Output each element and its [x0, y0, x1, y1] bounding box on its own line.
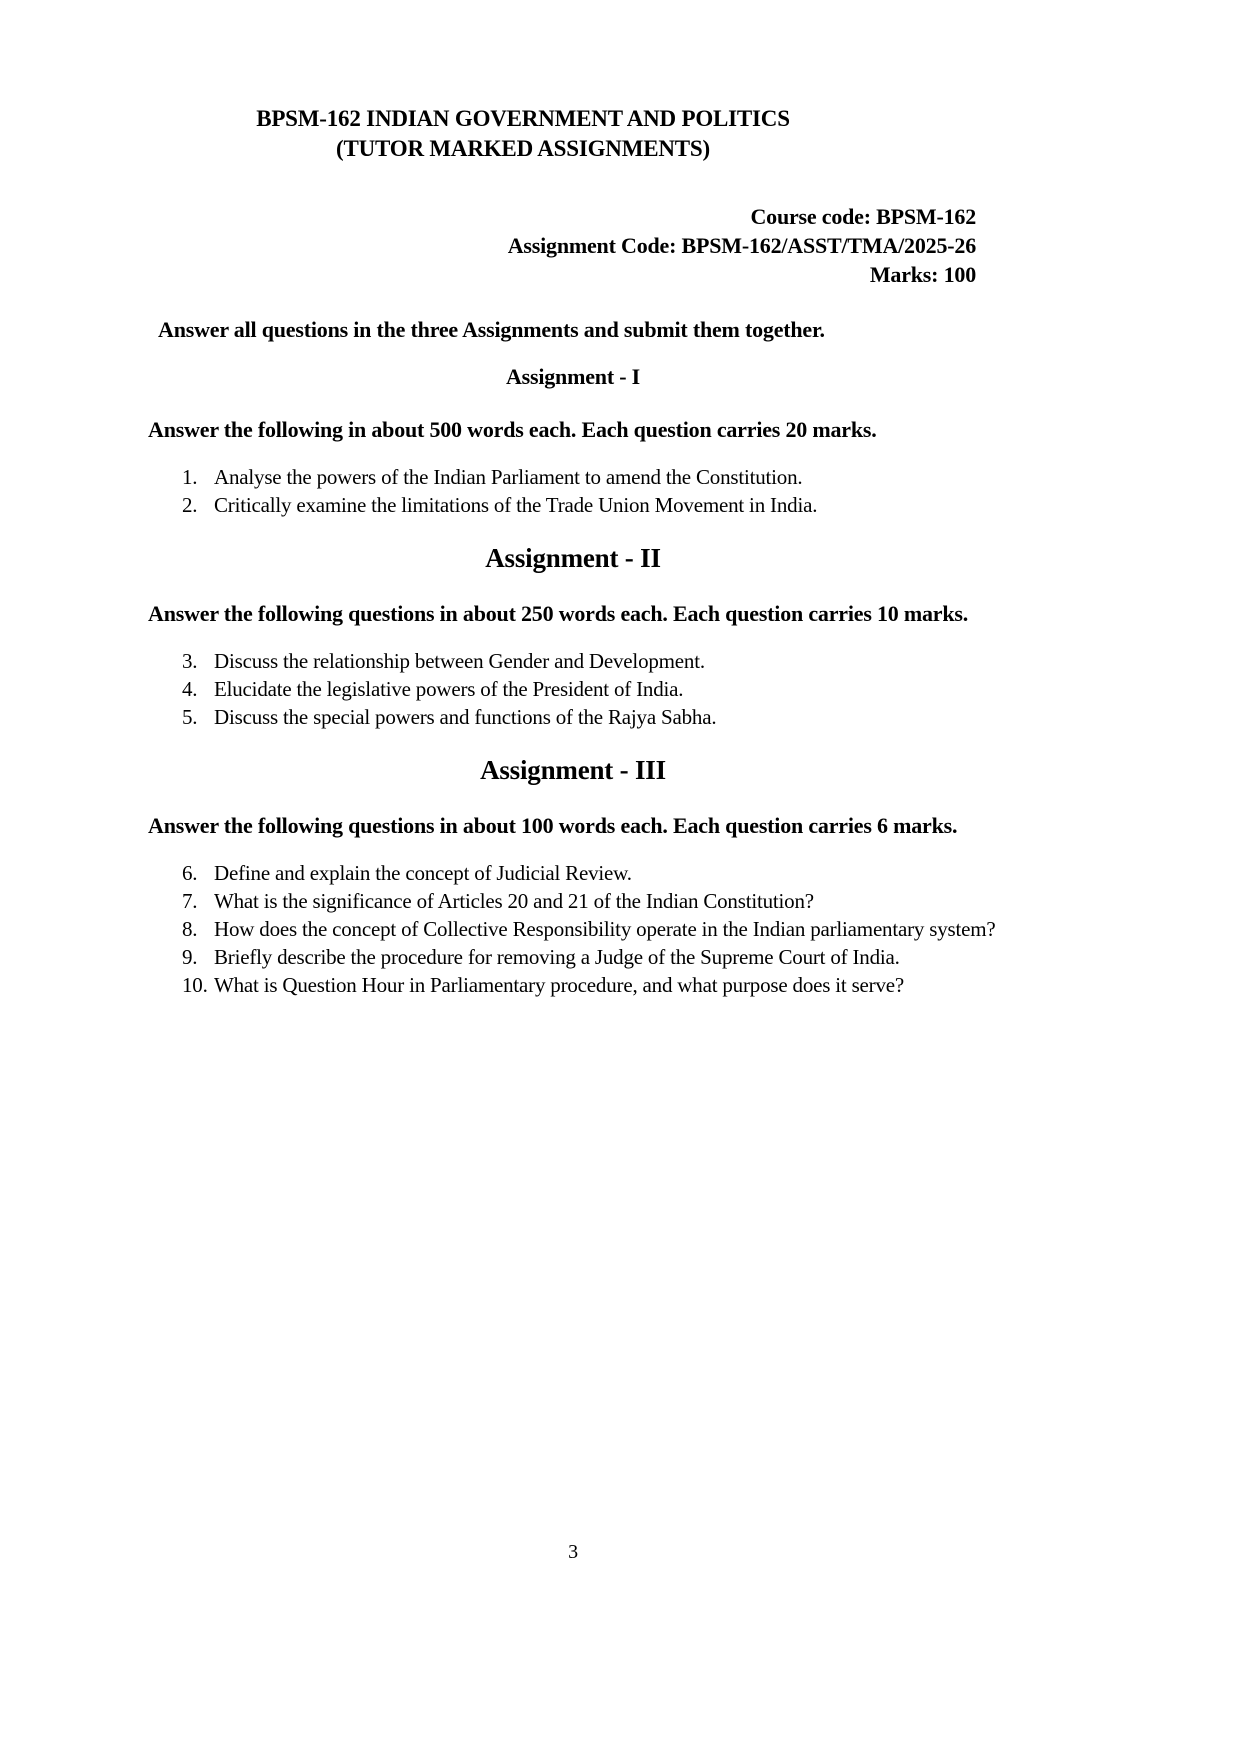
assignment-3-instruction: Answer the following questions in about 100 words each. Each question carries 6 marks.	[148, 813, 958, 838]
page-number: 3	[568, 1541, 578, 1563]
question-text: What is the significance of Articles 20 and 21 of the Indian Constitution?	[214, 889, 814, 913]
course-code-block	[148, 202, 998, 289]
question-text: How does the concept of Collective Responsibility operate in the Indian parliamentary system?	[214, 917, 996, 941]
assignment-1-instruction: Answer the following in about 500 words each. Each question carries 20 marks.	[148, 417, 877, 442]
document-title-line1: BPSM-162 INDIAN GOVERNMENT AND POLITICS	[256, 106, 790, 131]
question-row	[182, 675, 998, 703]
question-row	[182, 971, 998, 999]
document-title	[148, 104, 998, 164]
question-row	[182, 491, 998, 519]
question-number: 7.	[182, 889, 198, 913]
question-number: 4.	[182, 677, 198, 701]
course-code: Course code: BPSM-162	[750, 204, 976, 229]
question-row	[182, 703, 998, 731]
question-row	[182, 463, 998, 491]
question-number: 2.	[182, 493, 198, 517]
assignment-1-heading: Assignment - I	[505, 364, 641, 389]
question-text: Analyse the powers of the Indian Parliament to amend the Constitution.	[214, 465, 803, 489]
question-row	[182, 859, 998, 887]
assignment-2-instruction: Answer the following questions in about 250 words each. Each question carries 10 marks.	[148, 601, 969, 626]
question-number: 10.	[182, 973, 208, 997]
question-text: Elucidate the legislative powers of the President of India.	[214, 677, 684, 701]
general-instruction: Answer all questions in the three Assignments and submit them together.	[158, 317, 825, 342]
question-text: Define and explain the concept of Judicial Review.	[214, 861, 632, 885]
question-number: 8.	[182, 917, 198, 941]
question-number: 9.	[182, 945, 198, 969]
assignment-2-heading: Assignment - II	[485, 543, 661, 573]
assignment-3-question-list	[148, 859, 998, 999]
assignment-1-question-list	[148, 463, 998, 519]
question-text: Briefly describe the procedure for removing a Judge of the Supreme Court of India.	[214, 945, 900, 969]
assignment-code: Assignment Code: BPSM-162/ASST/TMA/2025-26	[507, 233, 976, 258]
page-footer	[148, 1539, 998, 1565]
question-row	[182, 915, 998, 943]
question-row	[182, 887, 998, 915]
question-row	[182, 943, 998, 971]
question-text: Discuss the special powers and functions of the Rajya Sabha.	[214, 705, 717, 729]
document-title-line2: (TUTOR MARKED ASSIGNMENTS)	[336, 136, 710, 161]
assignment-3-heading: Assignment - III	[480, 755, 666, 785]
question-text: Discuss the relationship between Gender and Development.	[214, 649, 705, 673]
question-number: 6.	[182, 861, 198, 885]
assignment-2-question-list	[148, 647, 998, 731]
question-number: 1.	[182, 465, 198, 489]
question-number: 5.	[182, 705, 198, 729]
question-text: Critically examine the limitations of the Trade Union Movement in India.	[214, 493, 818, 517]
question-text: What is Question Hour in Parliamentary procedure, and what purpose does it serve?	[214, 973, 905, 997]
question-number: 3.	[182, 649, 198, 673]
marks-total: Marks: 100	[869, 262, 976, 287]
question-row	[182, 647, 998, 675]
